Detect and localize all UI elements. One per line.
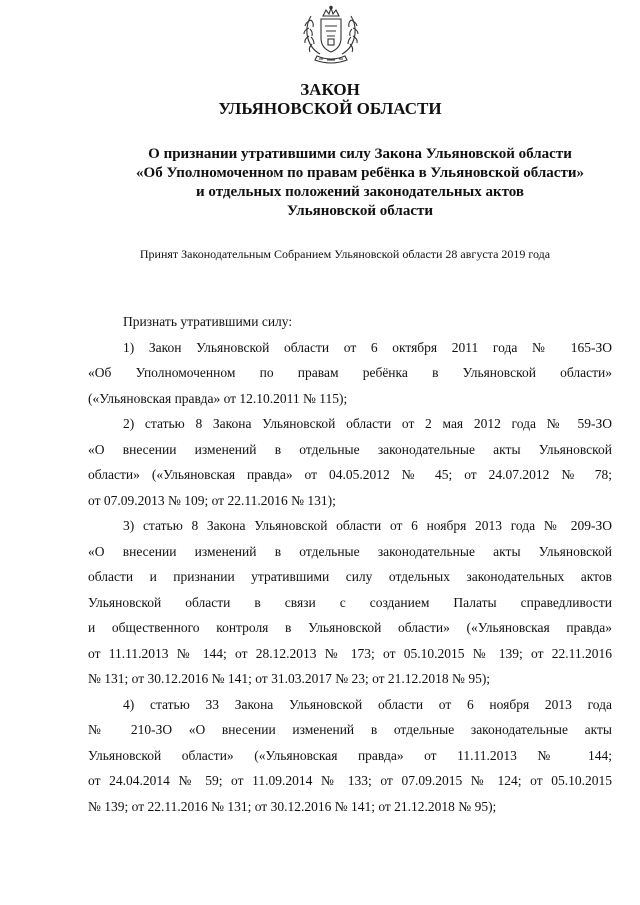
subtitle-line: «Об Уполномоченном по правам ребёнка в Ульяновской области»	[136, 165, 584, 181]
subtitle-line: Ульяновской области	[286, 203, 434, 219]
item-1-line: («Ульяновская правда» от 12.10.2011 № 115);	[88, 390, 348, 406]
item-3-line: «О внесении изменений в отдельные законодательные акты Ульяновской	[88, 543, 612, 559]
item-3-line: и общественного контроля в Ульяновской области» («Ульяновская правда»	[88, 620, 612, 635]
item-3-line: № 131; от 30.12.2016 № 141; от 31.03.2017 № 23; от 21.12.2018 № 95);	[88, 671, 491, 686]
item-2-line: 2) статью 8 Закона Ульяновской области от 2 мая 2012 года № 59-ЗО	[123, 416, 612, 431]
subtitle-line: О признании утратившими силу Закона Ульяновской области	[148, 146, 572, 162]
item-4-line: № 139; от 22.11.2016 № 131; от 30.12.2016 № 141; от 21.12.2018 № 95);	[88, 798, 497, 814]
item-4-line: № 210-ЗО «О внесении изменений в отдельные законодательные акты	[88, 722, 612, 737]
item-3-line: Ульяновской области в связи с созданием Палаты справедливости	[88, 594, 612, 610]
item-2-line: «О внесении изменений в отдельные законодательные акты Ульяновской	[88, 441, 612, 457]
adoption-note: Принят Законодательным Собранием Ульяновской области 28 августа 2019 года	[139, 247, 551, 261]
intro-paragraph: Признать утратившими силу:	[123, 314, 293, 329]
item-4-line: от 24.04.2014 № 59; от 11.09.2014 № 133; от 07.09.2015 № 124; от 05.10.2015	[88, 773, 612, 788]
law-title: ЗАКОН	[300, 80, 360, 99]
item-1-line: 1) Закон Ульяновской области от 6 октября 2011 года № 165-ЗО	[123, 339, 612, 355]
item-3-line: 3) статью 8 Закона Ульяновской области от 6 ноября 2013 года № 209-ЗО	[123, 518, 612, 533]
item-1-line: «Об Уполномоченном по правам ребёнка в Ульяновской области»	[88, 365, 612, 380]
item-4-line: Ульяновской области» («Ульяновская правда» от 11.11.2013 № 144;	[88, 747, 612, 763]
item-2-line: области» («Ульяновская правда» от 04.05.2012 № 45; от 24.07.2012 № 78;	[88, 467, 612, 482]
item-2-line: от 07.09.2013 № 109; от 22.11.2016 № 131);	[88, 492, 336, 508]
item-4-line: 4) статью 33 Закона Ульяновской области от 6 ноября 2013 года	[123, 696, 612, 712]
subtitle-line: и отдельных положений законодательных актов	[196, 184, 524, 200]
region-title: УЛЬЯНОВСКОЙ ОБЛАСТИ	[218, 99, 442, 118]
coat-of-arms-icon	[299, 4, 363, 68]
item-3-line: от 11.11.2013 № 144; от 28.12.2013 № 173; от 05.10.2015 № 139; от 22.11.2016	[88, 645, 612, 661]
law-subtitle	[0, 145, 640, 221]
item-3-line: области и признании утратившими силу отдельных законодательных актов	[88, 569, 612, 584]
law-body	[88, 309, 612, 819]
